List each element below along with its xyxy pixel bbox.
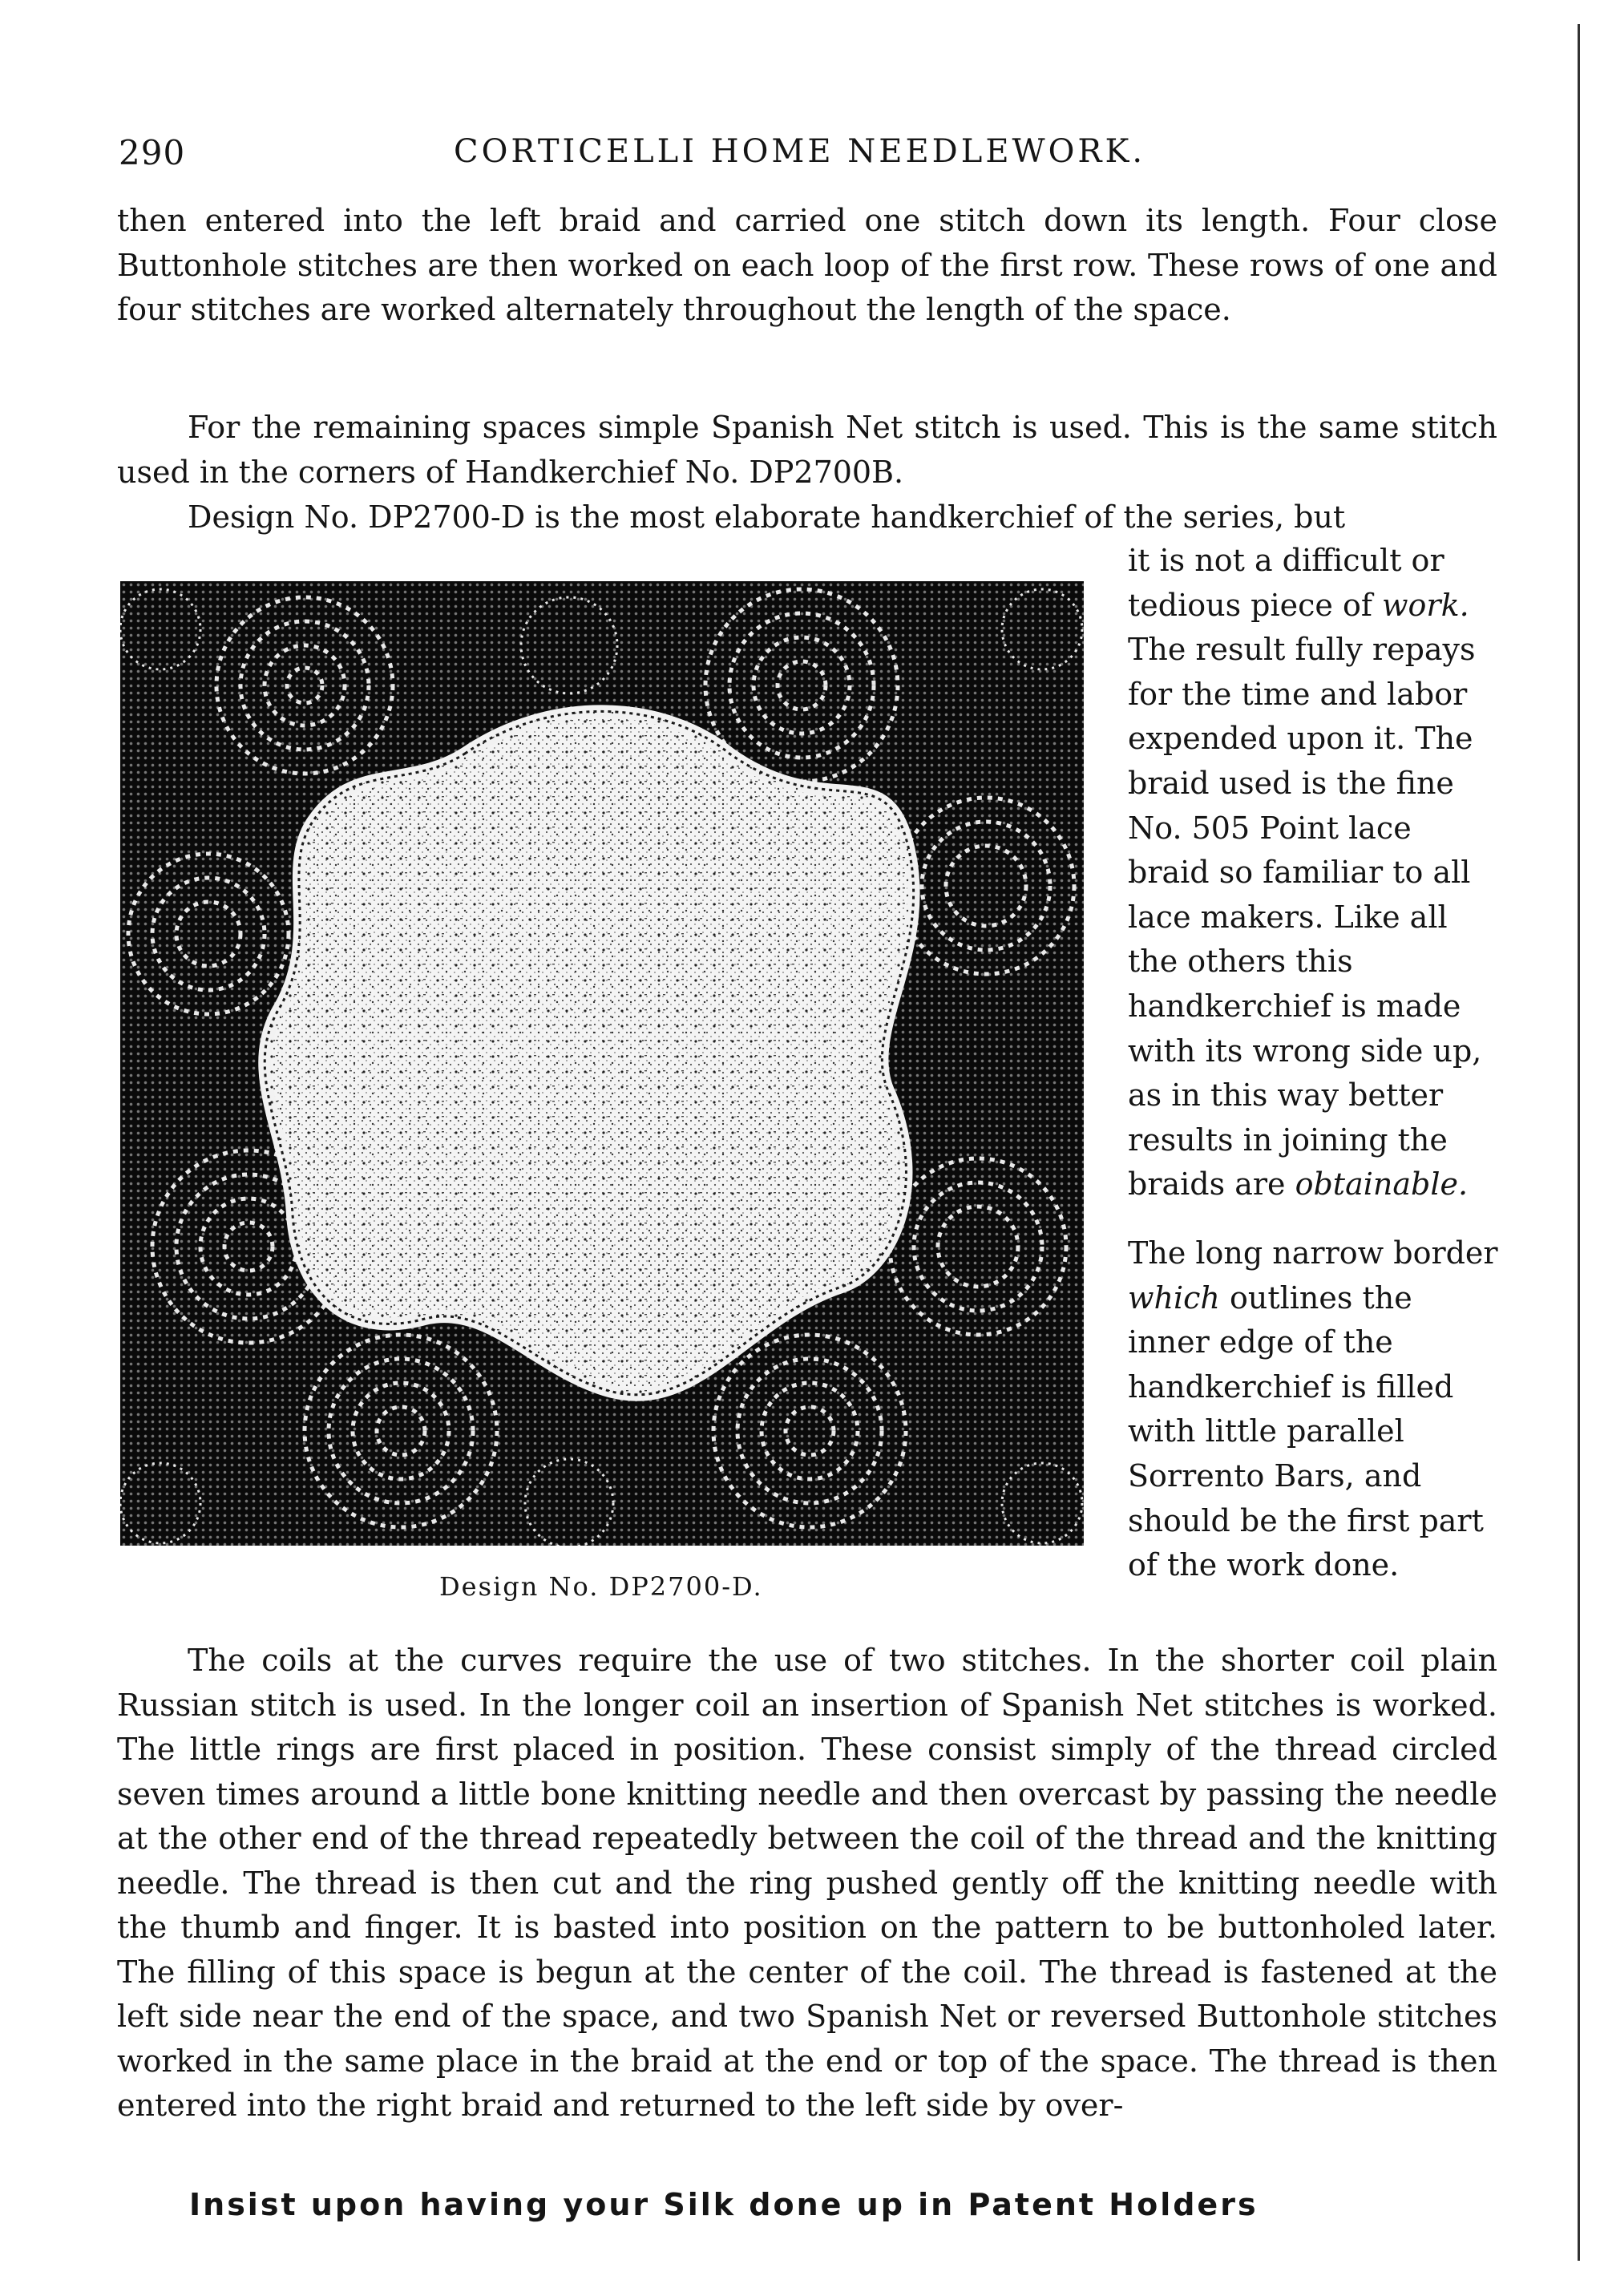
center-texture [265,711,913,1394]
text-run: The result fully repays for the time and labor expended upon it. The braid used is the fine No. 505 Point lace braid so familiar to all lace makers. Like all the others this handkerchief is made with its wrong side up, as in this way better results in joining the braids are [1128,632,1482,1203]
paragraph-design-intro: Design No. DP2700-D is the most elaborate handkerchief of the series, but [188,499,1346,535]
paragraph-design-description [1128,539,1501,1207]
paragraph-coils: The coils at the curves require the use of two stitches. In the shorter coil plain Russian stitch is used. In the longer coil an insertion of Spanish Net stitches is worked. The little rings are first placed in position. These consist simply of the thread circled seven times around a little bone knitting needle and then overcast by passing the needle at the other end of the thread repeatedly between the coil of the thread and the knitting needle. The thread is then cut and the ring pushed gently off the knitting needle with the thumb and finger. It is basted into position on the pattern to be buttonholed later. The filling of this space is begun at the center of the coil. The thread is fastened at the left side near the end of the space, and two Spanish Net or reversed Buttonhole stitches worked in the same place in the braid at the end or top of the space. The thread is then entered into the right braid and returned to the left side by over- [117,1643,1497,2123]
running-head: CORTICELLI HOME NEEDLEWORK. [454,133,1146,170]
text-run-italic: obtainable. [1295,1166,1469,1203]
text-run-italic: work. [1382,587,1469,623]
text-run: The long narrow border [1128,1235,1498,1271]
handkerchief-illustration [120,581,1084,1546]
paragraph-border-description [1128,1231,1501,1588]
text-run-italic: which [1128,1279,1220,1316]
text-run: it is not a difficult or tedious piece of [1128,543,1444,623]
figure-caption: Design No. DP2700-D. [439,1571,763,1602]
text-run: outlines the inner edge of the handkerchief is filled with little parallel Sorrento Bars, and should be the first part of the work done. [1128,1279,1484,1583]
page-edge-line [1578,24,1580,2261]
paragraph-continuation: then entered into the left braid and carried one stitch down its length. Four close Buttonhole stitches are then worked on each loop of the first row. These rows of one and four stitches are worked alternately throughout the length of the space. [117,203,1497,327]
page-number: 290 [119,133,186,172]
footer-slogan: Insist upon having your Silk done up in Patent Holders [189,2187,1259,2222]
lace-handkerchief-drawing [120,581,1084,1546]
paragraph-remaining-spaces: For the remaining spaces simple Spanish Net stitch is used. This is the same stitch used in the corners of Handkerchief No. DP2700B. [117,410,1497,490]
